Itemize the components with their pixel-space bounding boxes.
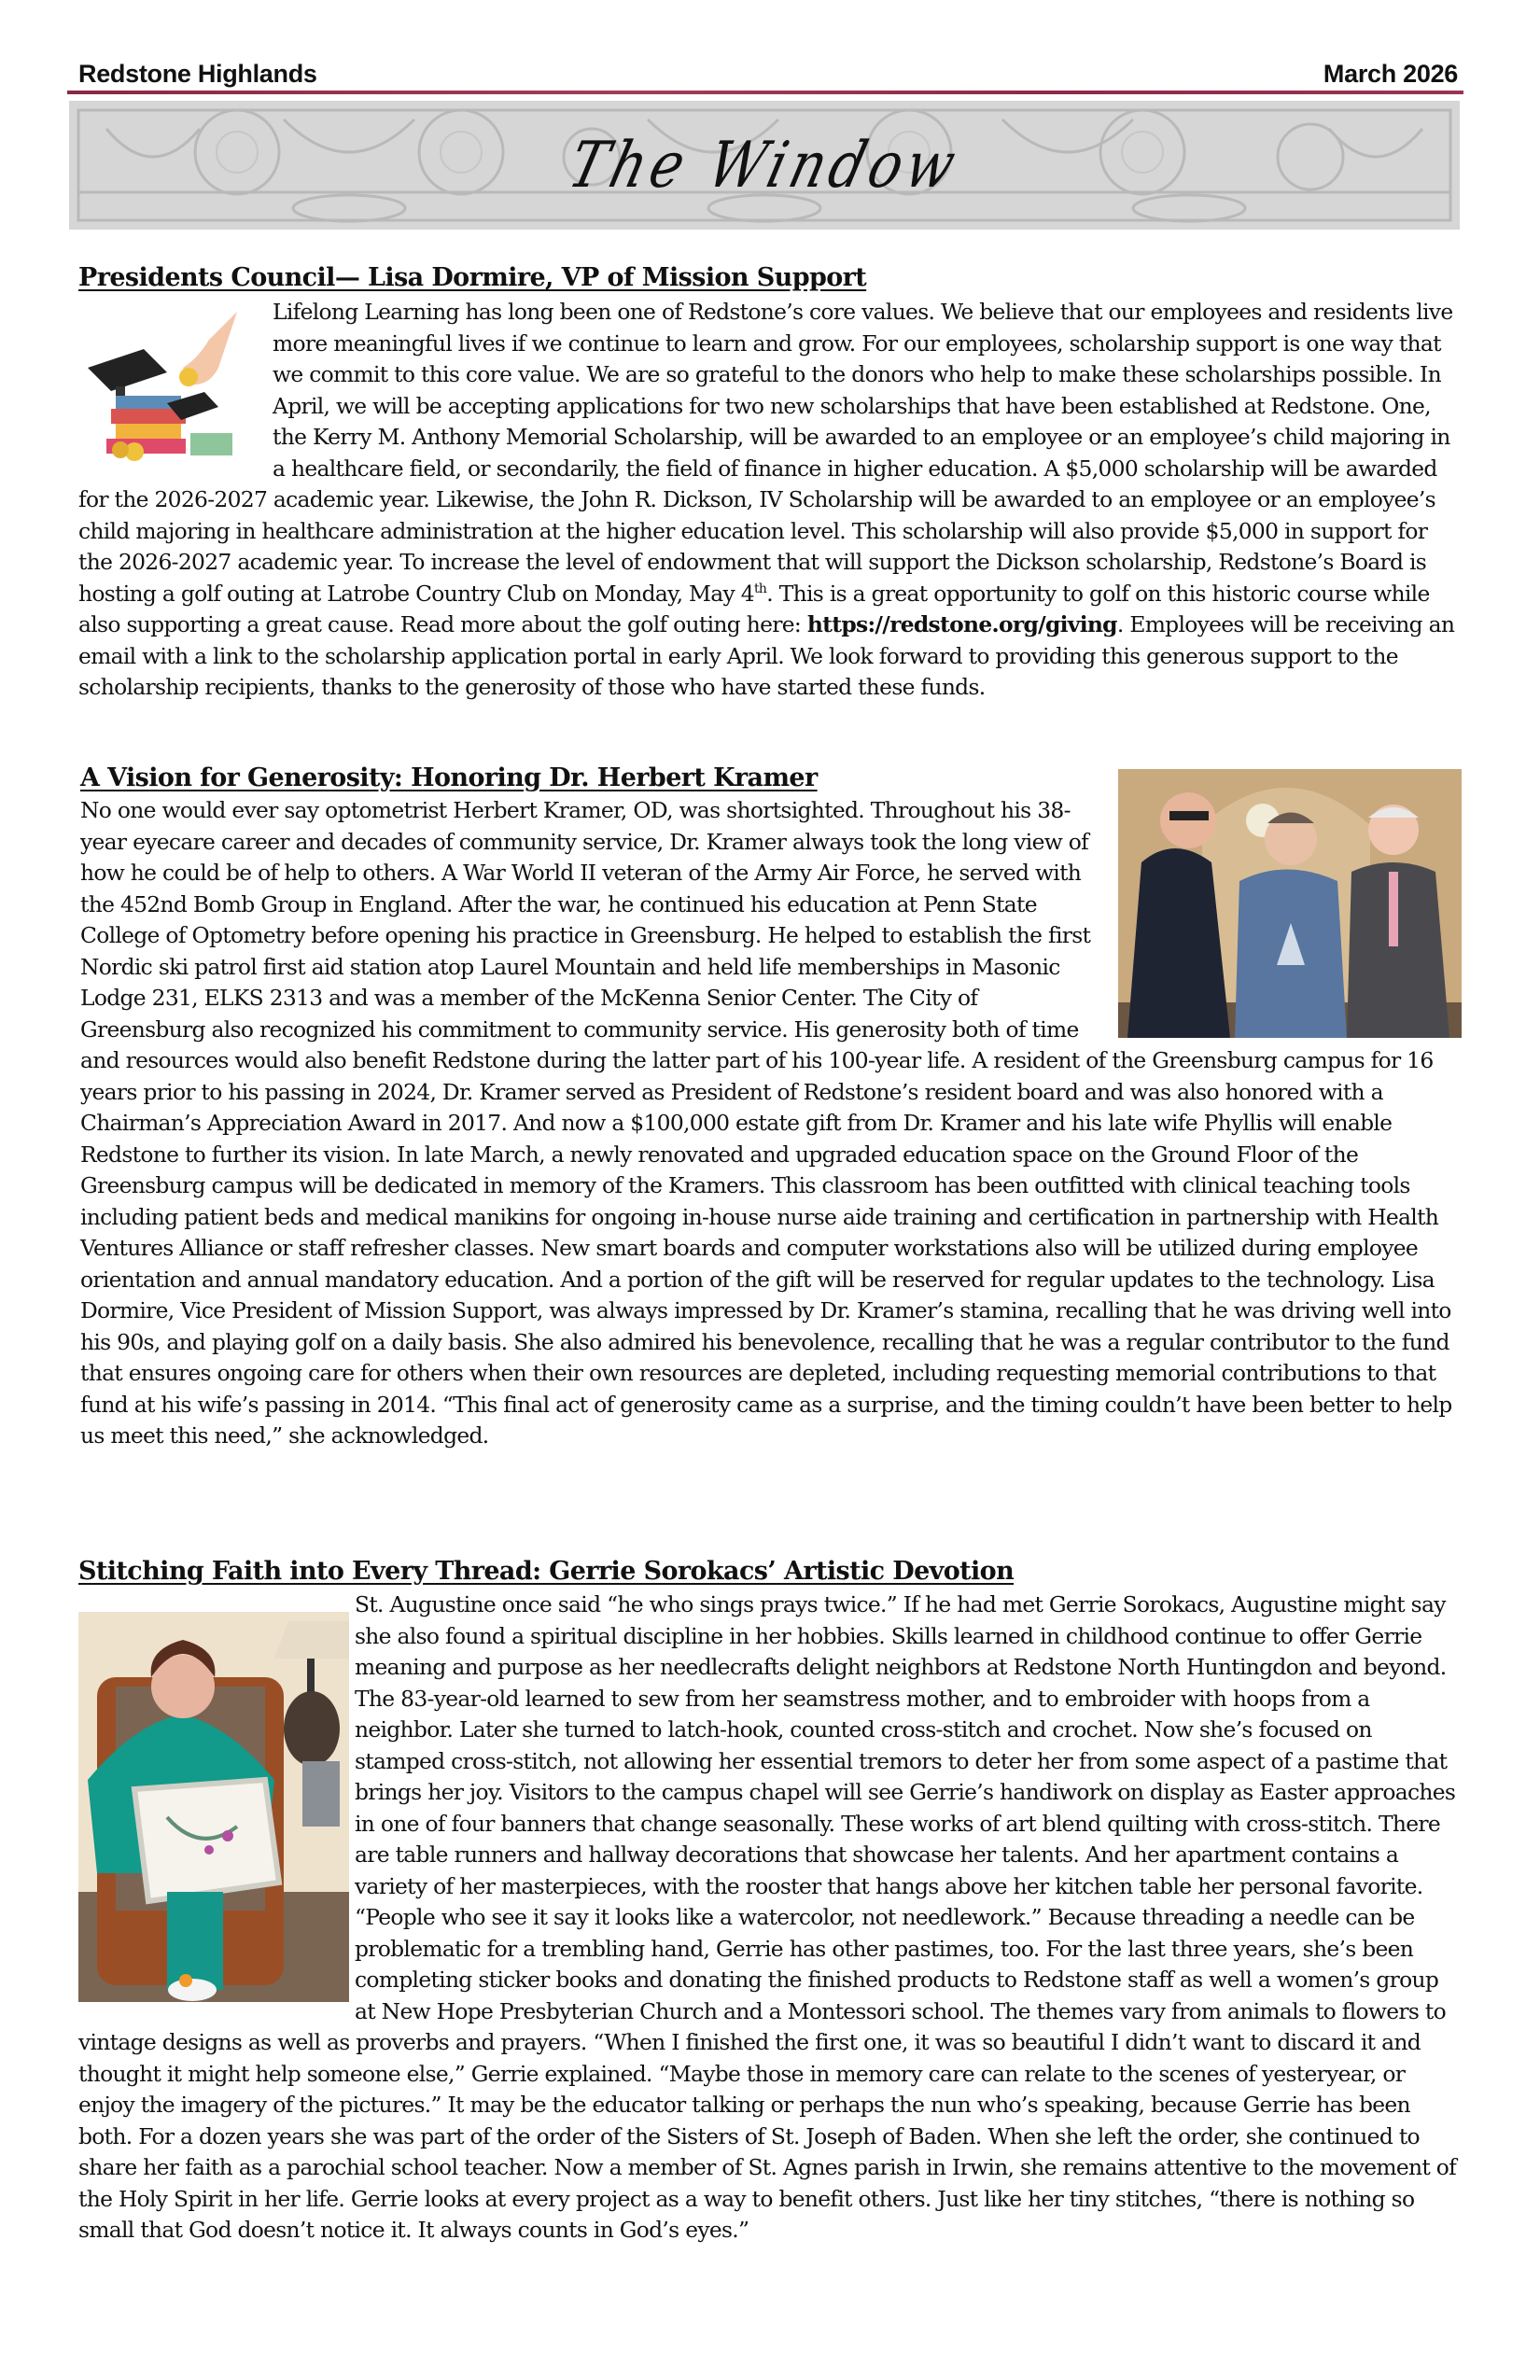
gerrie-sorokacs-photo [78, 1612, 349, 2002]
header-rule [67, 91, 1463, 94]
article-body-text: . Employees will be receiving an email with a link to the scholarship application portal in early April. We look forward to providing this generous support to the scholarship recipients, thanks to the generosity of those who have started these funds. [78, 611, 1455, 700]
issue-date: March 2026 [1323, 60, 1458, 88]
title-banner [69, 101, 1460, 230]
ordinal-suffix: th [753, 581, 767, 596]
article-body-text: . This is a great opportunity to golf on this historic course while also supporting a great cause. Read more about the golf outing here: [78, 580, 1430, 637]
newsletter-title: The Window [561, 129, 968, 203]
article-body-text: Lifelong Learning has long been one of Redstone’s core values. We believe that our employees and residents live more meaningful lives if we continue to learn and grow. For our employees, scholarship support is one way that we commit to this core value. We are so grateful to the donors who help to make these scholarships possible. In April, we will be accepting applications for two new scholarships that have been established at Redstone. One, the Kerry M. Anthony Memorial Scholarship, will be awarded to an employee or an employee’s child majoring in a healthcare field, or secondarily, the field of finance in higher education. A $5,000 scholarship will be awarded for the 2026-2027 academic year. Likewise, the John R. Dickson, IV Scholarship will be awarded to an employee or an employee’s child majoring in healthcare administration at the higher education level. This scholarship will also provide $5,000 in support for the 2026-2027 academic year. To increase the level of endowment that will support the Dickson scholarship, Redstone’s Board is hosting a golf outing at Latrobe Country Club on Monday, May 4 [78, 299, 1453, 607]
organization-name: Redstone Highlands [78, 60, 317, 88]
kramer-award-photo [1118, 769, 1462, 1038]
giving-link[interactable]: https://redstone.org/giving [806, 611, 1117, 637]
article-headline: A Vision for Generosity: Honoring Dr. Herbert Kramer [80, 763, 818, 792]
article-body-text: No one would ever say optometrist Herbert Kramer, OD, was shortsighted. Throughout his 38-year eyecare career and decades of community service, Dr. Kramer always took the long view of how he could be of help to others. A War World II veteran of the Army Air Force, he served with the 452nd Bomb Group in England. After the war, he continued his education at Penn State College of Optometry before opening his practice in Greensburg. He helped to establish the first Nordic ski patrol first aid station atop Laurel Mountain and held life memberships in Masonic Lodge 231, ELKS 2313 and was a member of the McKenna Senior Center. The City of Greensburg also recognized his commitment to community service. His generosity both of time and resources would also benefit Redstone during the latter part of his 100-year life. A resident of the Greensburg campus for 16 years prior to his passing in 2024, Dr. Kramer served as President of Redstone’s resident board and was also honored with a Chairman’s Appreciation Award in 2017. And now a $100,000 estate gift from Dr. Kramer and his late wife Phyllis will enable Redstone to further its vision. In late March, a newly renovated and upgraded education space on the Ground Floor of the Greensburg campus will be dedicated in memory of the Kramers. This classroom has been outfitted with clinical teaching tools including patient beds and medical manikins for ongoing in-house nurse aide training and certification in partnership with Health Ventures Alliance or staff refresher classes. New smart boards and computer workstations also will be utilized during employee orientation and annual mandatory education. And a portion of the gift will be reserved for regular updates to the technology. Lisa Dormire, Vice President of Mission Support, was always impressed by Dr. Kramer’s stamina, recalling that he was driving well into his 90s, and playing golf on a daily basis. She also admired his benevolence, recalling that he was a regular contributor to the fund that ensures ongoing care for others when their own resources are depleted, including requesting memorial contributions to that fund at his wife’s passing in 2014. “This final act of generosity came as a surprise, and the timing couldn’t have been better to help us meet this need,” she acknowledged. [80, 797, 1452, 1449]
article-body [78, 1589, 1462, 2247]
article-headline: Presidents Council— Lisa Dormire, VP of Mission Support [78, 263, 867, 292]
article-body-text: St. Augustine once said “he who sings prays twice.” If he had met Gerrie Sorokacs, Augustine might say she also found a spiritual discipline in her hobbies. Skills learned in childhood continue to offer Gerrie meaning and purpose as her needlecrafts delight neighbors at Redstone North Huntingdon and beyond. The 83-year-old learned to sew from her seamstress mother, and to embroider with hoops from a neighbor. Later she turned to latch-hook, counted cross-stitch and crochet. Now she’s focused on stamped cross-stitch, not allowing her essential tremors to deter her from some aspect of a pastime that brings her joy. Visitors to the campus chapel will see Gerrie’s handiwork on display as Easter approaches in one of four banners that change seasonally. These works of art blend quilting with cross-stitch. There are table runners and hallway decorations that showcase her talents. And her apartment contains a variety of her masterpieces, with the rooster that hangs above her kitchen table her personal favorite. “People who see it say it looks like a watercolor, not needlework.” Because threading a needle can be problematic for a trembling hand, Gerrie has other pastimes, too. For the last three years, she’s been completing sticker books and donating the finished products to Redstone staff as well a women’s group at New Hope Presbyterian Church and a Montessori school. The themes vary from animals to flowers to vintage designs as well as proverbs and prayers. “When I finished the first one, it was so beautiful I didn’t want to discard it and thought it might help someone else,” Gerrie explained. “Maybe those in memory care can relate to the scenes of yesteryear, or enjoy the imagery of the pictures.” It may be the educator talking or perhaps the nun who’s speaking, because Gerrie has been both. For a dozen years she was part of the order of the Sisters of St. Joseph of Baden. When she left the order, she continued to share her faith as a parochial school teacher. Now a member of St. Agnes parish in Irwin, she remains attentive to the movement of the Holy Spirit in her life. Gerrie looks at every project as a way to benefit others. Just like her tiny stitches, “there is nothing so small that God doesn’t notice it. It always counts in God’s eyes.” [78, 1591, 1457, 2243]
scholarship-illustration [78, 302, 256, 480]
masthead [69, 56, 1458, 88]
article-body [80, 795, 1462, 1452]
article-headline: Stitching Faith into Every Thread: Gerrie Sorokacs’ Artistic Devotion [78, 1557, 1015, 1586]
article-body [78, 297, 1460, 704]
